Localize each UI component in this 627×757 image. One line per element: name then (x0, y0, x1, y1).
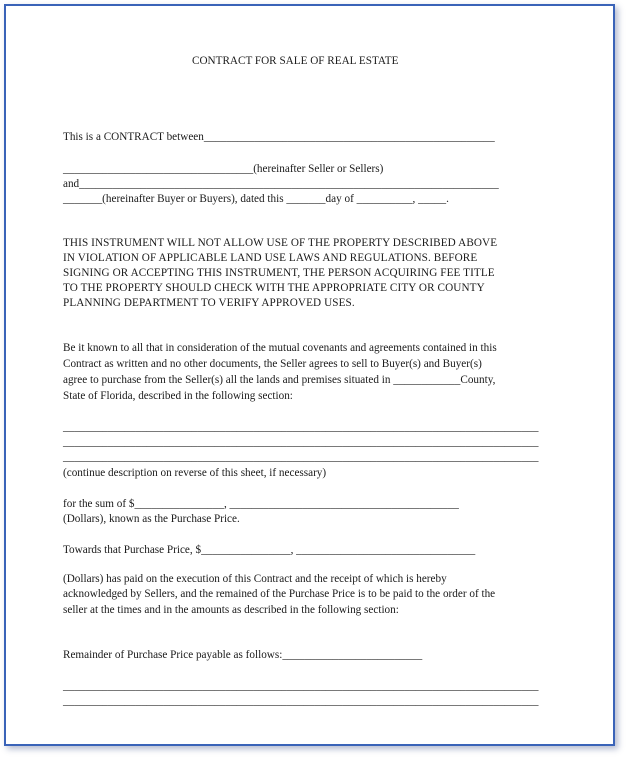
recital-line-4: State of Florida, described in the following section: (63, 390, 293, 402)
warning-line-1: THIS INSTRUMENT WILL NOT ALLOW USE OF THE PROPERTY DESCRIBED ABOVE (63, 237, 498, 249)
sum-line: for the sum of $________________, _________________________________________ (63, 498, 459, 510)
towards-line: Towards that Purchase Price, $________________, ________________________________ (63, 544, 476, 556)
paid-line-2: acknowledged by Sellers, and the remained of the Purchase Price is to be paid to the order of the (63, 588, 496, 600)
description-blank-1: _____________________________________________________________________________________ (63, 421, 539, 433)
paid-line-1: (Dollars) has paid on the execution of this Contract and the receipt of which is hereby (63, 573, 447, 585)
parties-line-4: _______(hereinafter Buyer or Buyers), dated this _______day of __________, _____. (63, 193, 449, 205)
remainder-line: Remainder of Purchase Price payable as follows:_________________________ (63, 649, 423, 661)
parties-line-1: This is a CONTRACT between____________________________________________________ (63, 131, 495, 143)
description-blank-2: _____________________________________________________________________________________ (63, 436, 539, 448)
warning-line-4: TO THE PROPERTY SHOULD CHECK WITH THE APPROPRIATE CITY OR COUNTY (63, 282, 485, 294)
warning-line-2: IN VIOLATION OF APPLICABLE LAND USE LAWS AND REGULATIONS. BEFORE (63, 252, 478, 264)
continue-note: (continue description on reverse of this sheet, if necessary) (63, 467, 327, 479)
description-blank-3: _____________________________________________________________________________________ (63, 451, 539, 463)
warning-line-3: SIGNING OR ACCEPTING THIS INSTRUMENT, THE PERSON ACQUIRING FEE TITLE (63, 267, 495, 279)
recital-line-3: agree to purchase from the Seller(s) all the lands and premises situated in ____________County, (63, 374, 496, 386)
remainder-blank-1: _____________________________________________________________________________________ (63, 680, 539, 692)
recital-line-1: Be it known to all that in consideration of the mutual covenants and agreements contained in this (63, 342, 497, 354)
recital-line-2: Contract as written and no other documents, the Seller agrees to sell to Buyer(s) and Buyer(s) (63, 358, 482, 370)
remainder-blank-2: _____________________________________________________________________________________ (63, 695, 539, 707)
parties-line-2: __________________________________(hereinafter Seller or Sellers) (63, 163, 384, 175)
paid-line-3: seller at the times and in the amounts as described in the following section: (63, 604, 399, 616)
document-title: CONTRACT FOR SALE OF REAL ESTATE (192, 55, 399, 67)
document-page (4, 4, 615, 746)
parties-line-3: and___________________________________________________________________________ (63, 178, 499, 190)
warning-line-5: PLANNING DEPARTMENT TO VERIFY APPROVED USES. (63, 297, 355, 309)
sum-words: (Dollars), known as the Purchase Price. (63, 513, 240, 525)
